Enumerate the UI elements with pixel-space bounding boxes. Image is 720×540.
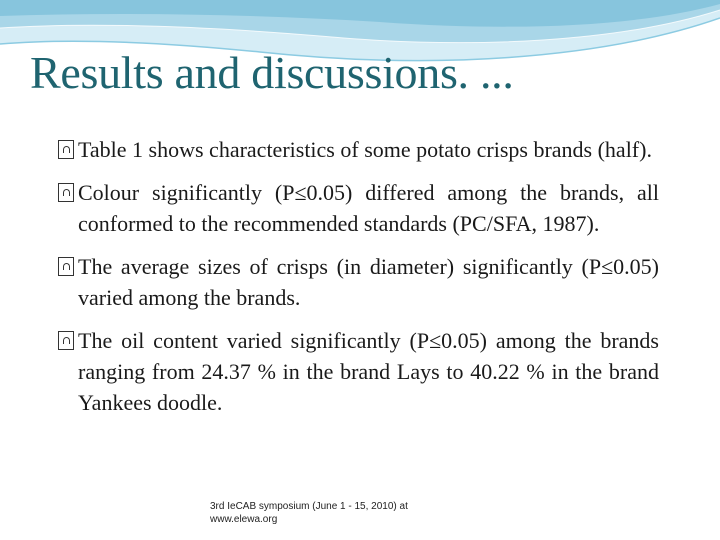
bullet-icon (58, 183, 74, 202)
footer-line-url: www.elewa.org (210, 514, 278, 525)
footer-line-event: 3rd IeCAB symposium (June 1 - 15, 2010) at (210, 501, 408, 512)
bullet-list (56, 134, 659, 430)
bullet-icon (58, 257, 74, 276)
bullet-text: The oil content varied significantly (P≤0.05) among the brands ranging from 24.37 % in the brand Lays to 40.22 % in the brand Yankees doodle. (78, 328, 659, 415)
bullet-icon (58, 331, 74, 350)
bullet-icon (58, 140, 74, 159)
bullet-item (56, 251, 659, 313)
footer-citation (210, 500, 450, 526)
bullet-item (56, 177, 659, 239)
bullet-text: The average sizes of crisps (in diameter) significantly (P≤0.05) varied among the brands. (78, 254, 659, 310)
bullet-item (56, 325, 659, 418)
bullet-text: Colour significantly (P≤0.05) differed among the brands, all conformed to the recommended standards (PC/SFA, 1987). (78, 180, 659, 236)
bullet-item (56, 134, 659, 165)
slide-title: Results and discussions. ... (30, 47, 514, 98)
bullet-text: Table 1 shows characteristics of some potato crisps brands (half). (78, 137, 652, 162)
